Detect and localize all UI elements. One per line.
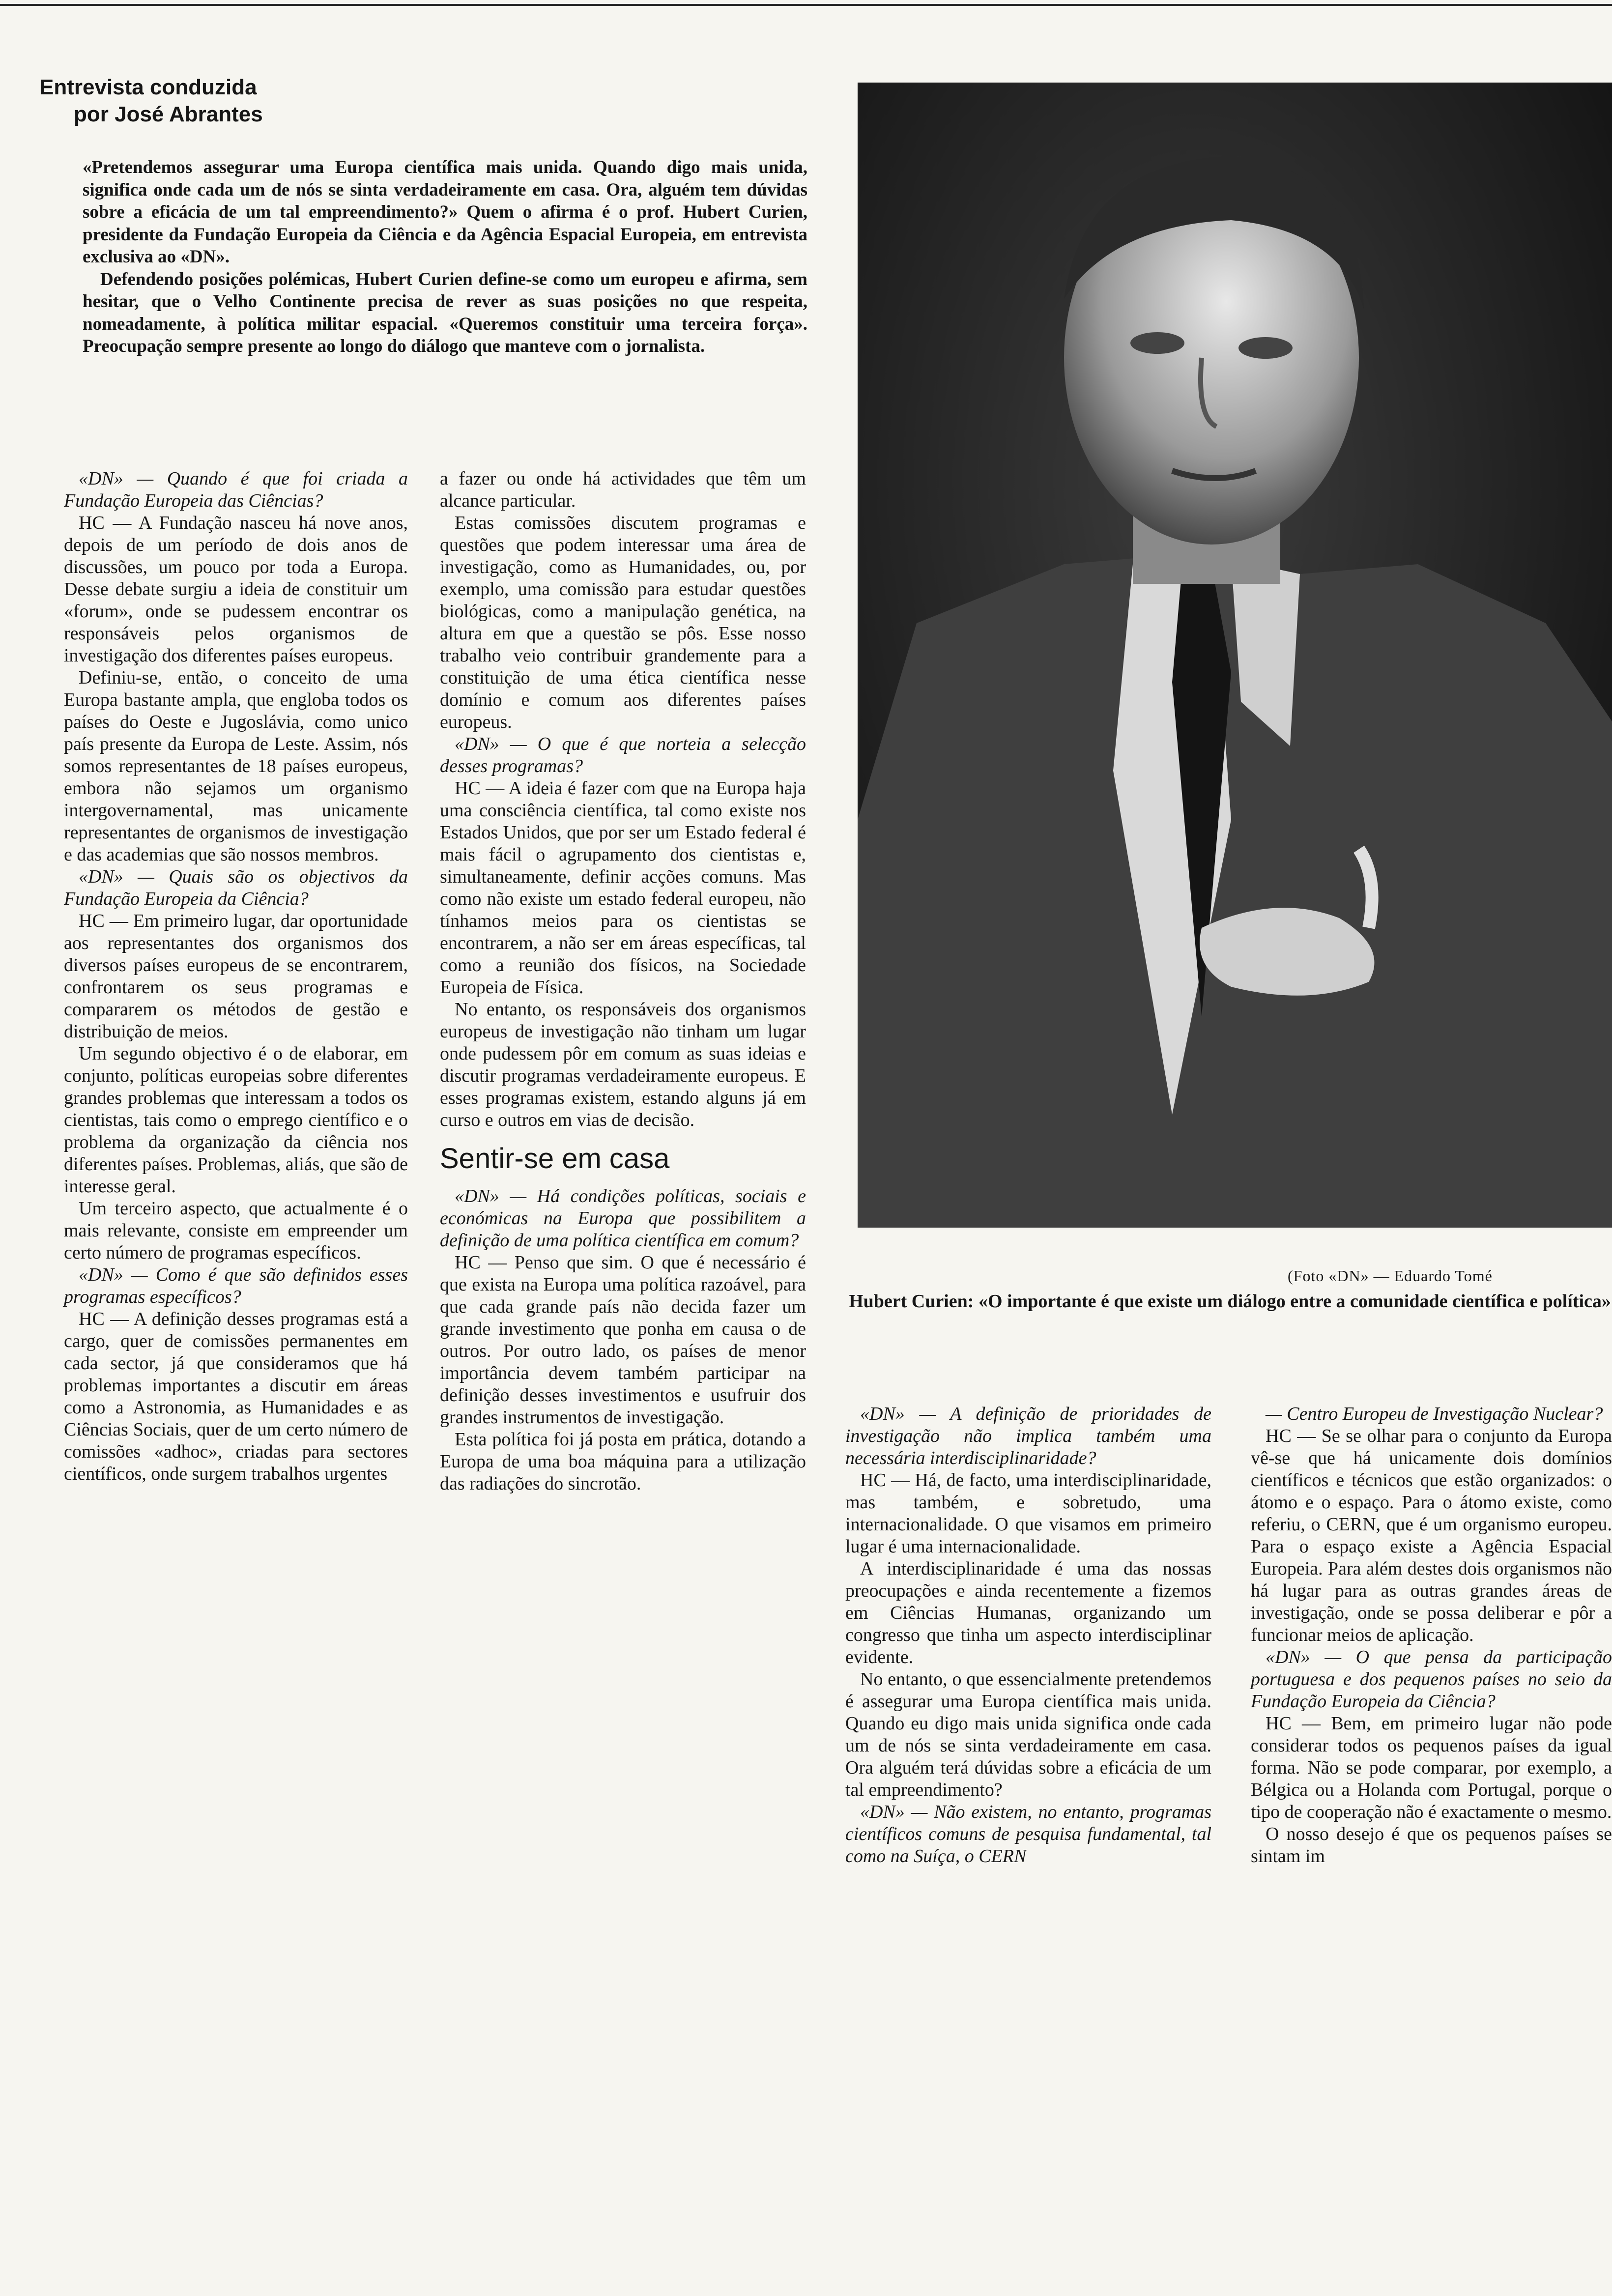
interview-answer: HC — Se se olhar para o conjunto da Europa vê-se que há unicamente dois domínios científicos e técnicos que estão organizados: o átomo e o espaço. Para o átomo existe, como referiu, o CERN, que é um organismo europeu. Para o espaço existe a Agência Espacial Europeia. Para além destes dois organismos não há lugar para as outras grandes áreas de investigação, onde se possa deliberar e pôr a funcionar meios de aplicação. (1251, 1426, 1612, 1645)
interview-answer: O nosso desejo é que os pequenos países se sintam im (1251, 1824, 1612, 1866)
column-1 (64, 468, 408, 1485)
column-2 (440, 468, 806, 1495)
column-2-part-a (440, 468, 806, 1131)
interview-answer: Definiu-se, então, o conceito de uma Europa bastante ampla, que engloba todos os países do Oeste e Jugoslávia, como unico país presente da Europa de Leste. Assim, nós somos representantes de 18 países europeus, embora não sejamos um organismo intergovernamental, mas unicamente representantes de organismos de investigação e das academias que são nossos membros. (64, 667, 408, 865)
portrait-photo (858, 83, 1612, 1228)
interview-question: — Centro Europeu de Investigação Nuclear? (1266, 1404, 1603, 1424)
column-3 (845, 1403, 1211, 1867)
byline (39, 74, 482, 128)
interview-answer: HC — Penso que sim. O que é necessário é que exista na Europa uma política razoável, para que cada grande país não decida fazer um grande investimento que ponha em causa o de outros. Por outro lado, os países de menor importância devem também participar na definição desses investimentos e usufruir dos grandes instrumentos de investigação. (440, 1252, 806, 1428)
photo-credit: (Foto «DN» — Eduardo Tomé (1288, 1267, 1493, 1285)
interview-answer: Esta política foi já posta em prática, dotando a Europa de uma boa máquina para a utilização das radiações do sincrotão. (440, 1429, 806, 1494)
byline-line-2: por José Abrantes (74, 102, 263, 126)
lead-paragraph: Defendendo posições polémicas, Hubert Curien define-se como um europeu e afirma, sem hesitar, que o Velho Continente precisa de rever as suas posições no que respeita, nomeadamente, à política militar espacial. «Queremos constituir uma terceira força». Preocupação sempre presente ao longo do diálogo que manteve com o jornalista. (83, 269, 807, 356)
interview-question: «DN» — O que é que norteia a selecção desses programas? (440, 734, 806, 776)
section-heading: Sentir-se em casa (440, 1143, 670, 1175)
interview-answer: HC — A definição desses programas está a cargo, quer de comissões permanentes em cada sector, já que consideramos que há problemas importantes a discutir em áreas como a Astronomia, as Humanidades e as Ciências Sociais, quer de um certo número de comissões «adhoc», criadas para sectores científicos, onde surgem trabalhos urgentes (64, 1309, 408, 1484)
interview-answer: HC — Em primeiro lugar, dar oportunidade aos representantes dos organismos dos diversos países europeus de se encontrarem, confrontarem os seus programas e compararem os métodos de gestão e distribuição de meios. (64, 911, 408, 1042)
lead-paragraphs (83, 156, 807, 358)
interview-answer: HC — Há, de facto, uma interdisciplinaridade, mas também, e sobretudo, uma internacionalidade. O que visamos em primeiro lugar é uma internacionalidade. (845, 1470, 1211, 1557)
photo-caption: Hubert Curien: «O importante é que existe um diálogo entre a comunidade científica e política» (849, 1291, 1611, 1312)
byline-line-1: Entrevista conduzida (39, 75, 257, 99)
interview-answer: No entanto, o que essencialmente pretendemos é assegurar uma Europa científica mais unida. Quando eu digo mais unida significa onde cada um de nós se sinta verdadeiramente em casa. Ora alguém terá dúvidas sobre a eficácia de um tal empreendimento? (845, 1669, 1211, 1800)
interview-answer: HC — Bem, em primeiro lugar não pode considerar todos os pequenos países da igual forma. Não se pode comparar, por exemplo, a Bélgica ou a Holanda com Portugal, porque o tipo de cooperação não é exactamente o mesmo. (1251, 1713, 1612, 1822)
interview-question: «DN» — O que pensa da participação portuguesa e dos pequenos países no seio da Fundação Europeia da Ciência? (1251, 1647, 1612, 1712)
column-4 (1251, 1403, 1612, 1867)
interview-answer: HC — A ideia é fazer com que na Europa haja uma consciência científica, tal como existe nos Estados Unidos, que por ser um Estado federal é mais fácil o agrupamento dos cientistas e, simultaneamente, definir acções comuns. Mas como não existe um estado federal europeu, não tínhamos meios para os cientistas se encontrarem, a não ser em áreas específicas, tal como a reunião dos físicos, na Sociedade Europeia de Física. (440, 778, 806, 998)
interview-question: «DN» — Quando é que foi criada a Fundação Europeia das Ciências? (64, 468, 408, 511)
interview-answer: HC — A Fundação nasceu há nove anos, depois de um período de dois anos de discussões, um pouco por toda a Europa. Desse debate surgiu a ideia de constituir um «forum», onde se pudessem encontrar os responsáveis pelos organismos de investigação dos diferentes países europeus. (64, 513, 408, 666)
interview-question: «DN» — Como é que são definidos esses programas específicos? (64, 1264, 408, 1307)
lead-paragraph: «Pretendemos assegurar uma Europa científica mais unida. Quando digo mais unida, significa onde cada um de nós se sinta verdadeiramente em casa. Ora, alguém tem dúvidas sobre a eficácia de um tal empreendimento?» Quem o afirma é o prof. Hubert Curien, presidente da Fundação Europeia da Ciência e da Agência Espacial Europeia, em entrevista exclusiva ao «DN». (83, 157, 807, 267)
page-edge-rule (0, 4, 1612, 6)
column-2-part-b (440, 1185, 806, 1495)
interview-question: «DN» — Não existem, no entanto, programas científicos comuns de pesquisa fundamental, tal como na Suíça, o CERN (845, 1802, 1211, 1866)
interview-answer: Um segundo objectivo é o de elaborar, em conjunto, políticas europeias sobre diferentes grandes problemas que interessam a todos os cientistas, tais como o emprego científico e o problema da organização da ciência nos diferentes países. Problemas, aliás, que são de interesse geral. (64, 1043, 408, 1197)
interview-question: «DN» — Há condições políticas, sociais e económicas na Europa que possibilitem a definição de uma política científica em comum? (440, 1186, 806, 1251)
portrait-illustration (858, 83, 1612, 1228)
interview-question: «DN» — Quais são os objectivos da Fundação Europeia da Ciência? (64, 866, 408, 909)
interview-question: «DN» — A definição de prioridades de investigação não implica também uma necessária interdisciplinaridade? (845, 1404, 1211, 1468)
interview-answer: Um terceiro aspecto, que actualmente é o mais relevante, consiste em empreender um certo número de programas específicos. (64, 1198, 408, 1263)
interview-answer: No entanto, os responsáveis dos organismos europeus de investigação não tinham um lugar onde pudessem pôr em comum as suas ideias e discutir programas verdadeiramente europeus. E esses programas existem, estando alguns já em curso e outros em vias de decisão. (440, 999, 806, 1130)
interview-answer: A interdisciplinaridade é uma das nossas preocupações e ainda recentemente a fizemos em Ciências Humanas, organizando um congresso que tinha um aspecto interdisciplinar evidente. (845, 1558, 1211, 1667)
interview-answer: a fazer ou onde há actividades que têm um alcance particular. (440, 468, 806, 511)
interview-answer: Estas comissões discutem programas e questões que podem interessar uma área de investigação, como as Humanidades, ou, por exemplo, uma comissão para estudar questões biológicas, como a manipulação genética, na altura em que a questão se pôs. Esse nosso trabalho veio contribuir grandemente para a constituição de uma ética científica nesse domínio e comum aos diferentes países europeus. (440, 513, 806, 732)
